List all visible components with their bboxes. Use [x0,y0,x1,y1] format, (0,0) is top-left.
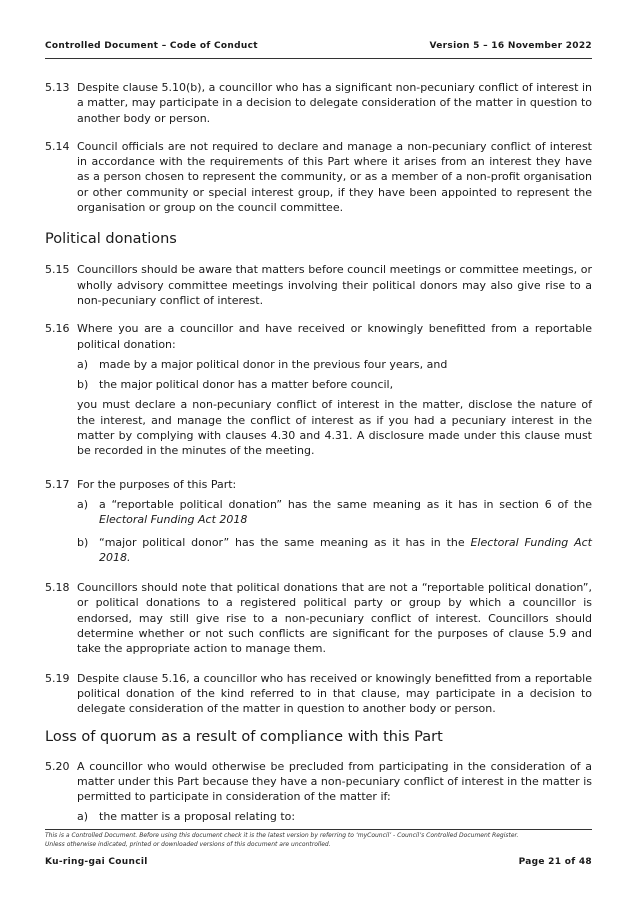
clause-number: 5.17 [45,477,70,491]
page-body [45,80,592,825]
clause-5-19 [45,671,592,717]
subclause-letter: b) [77,535,89,549]
subclause-a [77,809,592,824]
clause-5-14 [45,139,592,215]
page-number: Page 21 of 48 [518,857,592,867]
clause-number: 5.15 [45,263,70,277]
subclause-letter: a) [77,357,89,371]
clause-text: Despite clause 5.16, a councillor who has received or knowingly benefitted from a reportable political donation of the kind referred to in that clause, may participate in a decision to delegate consideration of the matter in question to another body or person. [77,671,592,716]
subclause-b [77,377,592,392]
act-title: Electoral Funding Act 2018. [99,535,592,564]
clause-5-20 [45,759,592,825]
clause-text: Councillors should note that political donations that are not a “reportable political donation”, or political donations to a registered political party or group by which a councillor is endorsed, may still give rise to a non-pecuniary conflict of interest. Councillors should determine whether or not such conflicts are significant for the purposes of clause 5.9 and take the appropriate action to manage them. [77,581,592,656]
clause-text: Councillors should be aware that matters before council meetings or committee meetings, or wholly advisory committee meetings involving their political donors may also give rise to a non-pecuniary conflict of interest. [77,263,592,307]
subclause-a [77,357,592,372]
clause-5-13 [45,80,592,126]
clause-5-16 [45,321,592,458]
clause-text: A councillor who would otherwise be precluded from participating in the consideration of a matter under this Part because they have a non-pecuniary conflict of interest in the matter is permitted to participate in consideration of the matter if: [77,759,592,804]
clause-5-17 [45,477,592,565]
clause-number: 5.19 [45,671,70,685]
disclaimer-line: This is a Controlled Document. Before using this document check it is the latest version by referring to ‘myCouncil’ - Council’s Controlled Document Register. [45,832,519,839]
clause-number: 5.20 [45,759,70,773]
act-title: Electoral Funding Act 2018 [99,513,248,527]
clause-continuation: you must declare a non-pecuniary conflict of interest in the matter, disclose the nature of the interest, and manage the conflict of interest as if you had a pecuniary interest in the matter by complying with clauses 4.30 and 4.31. A disclosure made under this clause must be recorded in the minutes of the meeting. [77,398,592,458]
subclause-text: the matter is a proposal relating to: [99,810,296,824]
clause-5-18 [45,580,592,656]
clause-number: 5.14 [45,139,70,153]
document-version: Version 5 – 16 November 2022 [429,41,592,51]
subclause-letter: b) [77,378,89,392]
header-divider [45,58,592,59]
section-heading-loss-of-quorum: Loss of quorum as a result of compliance with this Part [45,728,443,745]
subclause-letter: a) [77,497,89,511]
disclaimer-line: Unless otherwise indicated, printed or downloaded versions of this document are uncontrolled. [45,840,331,848]
subclause-text: a “reportable political donation” has the same meaning as it has in section 6 of the [99,497,592,511]
clause-text: Where you are a councillor and have received or knowingly benefitted from a reportable political donation: [77,322,592,351]
council-name: Ku-ring-gai Council [45,857,148,867]
clause-number: 5.13 [45,81,70,94]
subclause-letter: a) [77,810,89,824]
clause-number: 5.16 [45,322,70,336]
page-header [45,41,592,55]
clause-text: Council officials are not required to declare and manage a non-pecuniary conflict of interest in accordance with the requirements of this Part where it arises from an interest they have as a person chosen to represent the community, or as a member of a non-profit organisation or other community or special interest group, if they have been appointed to represent the organisation or group on the council committee. [77,139,592,215]
footer-divider [45,829,592,830]
subclause-b [77,535,592,566]
subclause-a [77,497,592,528]
clause-text: For the purposes of this Part: [77,477,237,491]
clause-5-15 [45,262,592,308]
clause-number: 5.18 [45,581,70,595]
document-title: Controlled Document – Code of Conduct [45,41,258,51]
subclause-text: the major political donor has a matter before council, [99,378,394,392]
controlled-document-disclaimer [45,832,592,849]
section-heading-political-donations: Political donations [45,231,177,248]
subclause-text: “major political donor” has the same meaning as it has in the [99,535,471,549]
subclause-text: made by a major political donor in the previous four years, and [99,357,448,371]
clause-text: Despite clause 5.10(b), a councillor who has a significant non-pecuniary conflict of interest in a matter, may participate in a decision to delegate consideration of the matter in question to another body or person. [77,81,592,125]
page-footer [45,857,592,871]
